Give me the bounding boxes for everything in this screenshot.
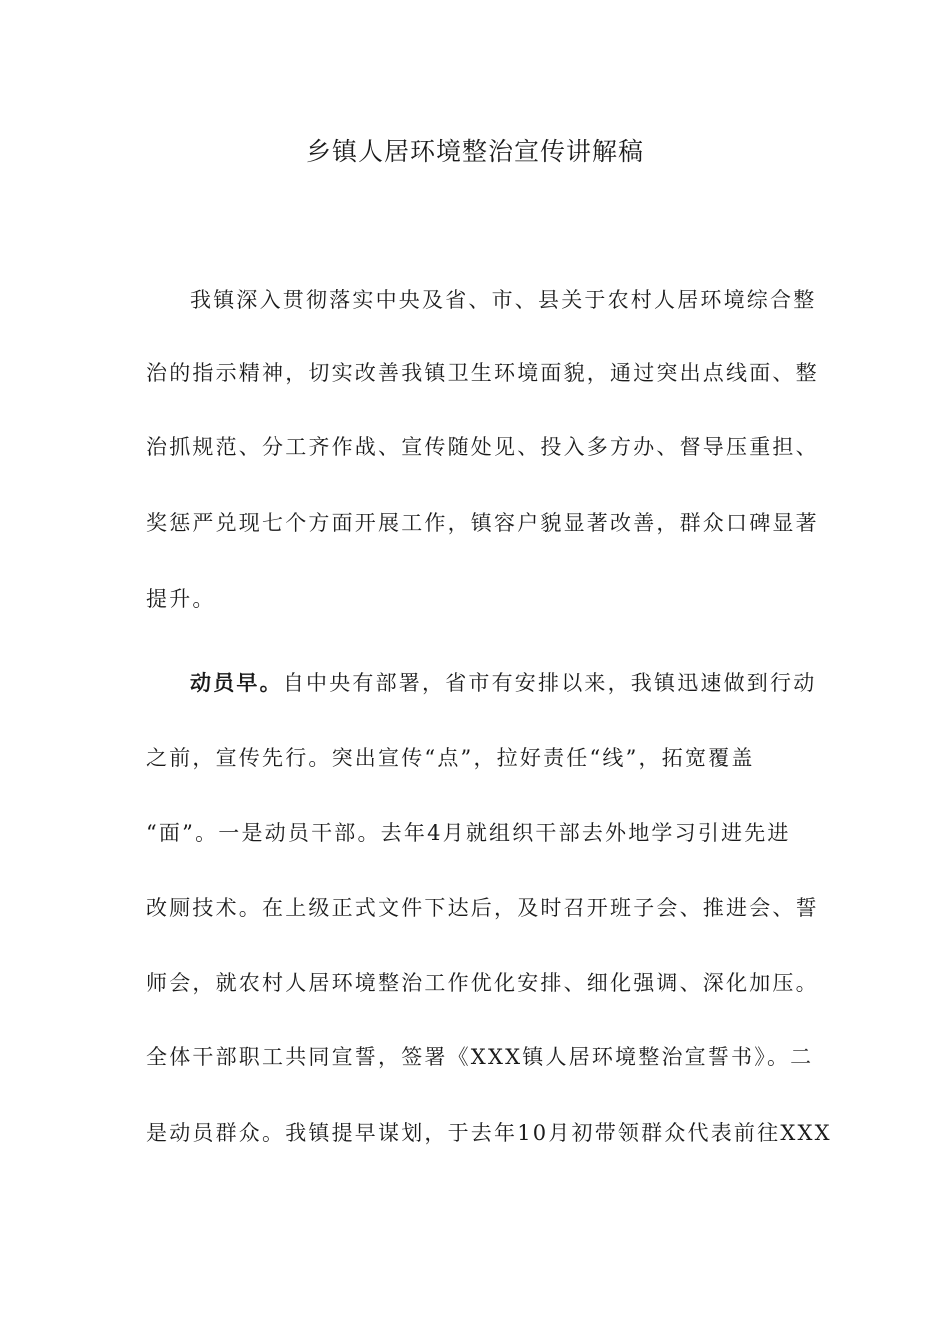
paragraph-1-line-1: 我镇深入贯彻落实中央及省、市、县关于农村人居环境综合整 <box>190 288 817 312</box>
paragraph-2-line-3: “面”。一是动员干部。去年4月就组织干部去外地学习引进先进 <box>146 821 791 845</box>
paragraph-1-line-3: 治抓规范、分工齐作战、宣传随处见、投入多方办、督导压重担、 <box>146 435 819 459</box>
paragraph-2-line-6: 全体干部职工共同宣誓，签署《XXX镇人居环境整治宣誓书》。二 <box>146 1045 814 1069</box>
paragraph-2-line-2: 之前，宣传先行。突出宣传“点”，拉好责任“线”，拓宽覆盖 <box>146 746 755 770</box>
paragraph-2-line-1-text: 自中央有部署，省市有安排以来，我镇迅速做到行动 <box>282 671 817 695</box>
paragraph-2-line-4: 改厕技术。在上级正式文件下达后，及时召开班子会、推进会、誓 <box>146 896 819 920</box>
paragraph-2-line-7: 是动员群众。我镇提早谋划，于去年10月初带领群众代表前往XXX <box>146 1121 832 1145</box>
paragraph-2-lead: 动员早。 <box>190 671 283 695</box>
paragraph-2-line-1 <box>190 668 850 698</box>
paragraph-1-line-2: 治的指示精神，切实改善我镇卫生环境面貌，通过突出点线面、整 <box>146 361 819 385</box>
document-title: 乡镇人居环境整治宣传讲解稿 <box>305 137 644 166</box>
paragraph-1-line-5: 提升。 <box>146 587 216 611</box>
paragraph-1-line-4: 奖惩严兑现七个方面开展工作，镇容户貌显著改善，群众口碑显著 <box>146 511 819 535</box>
paragraph-2-line-5: 师会，就农村人居环境整治工作优化安排、细化强调、深化加压。 <box>146 971 819 995</box>
